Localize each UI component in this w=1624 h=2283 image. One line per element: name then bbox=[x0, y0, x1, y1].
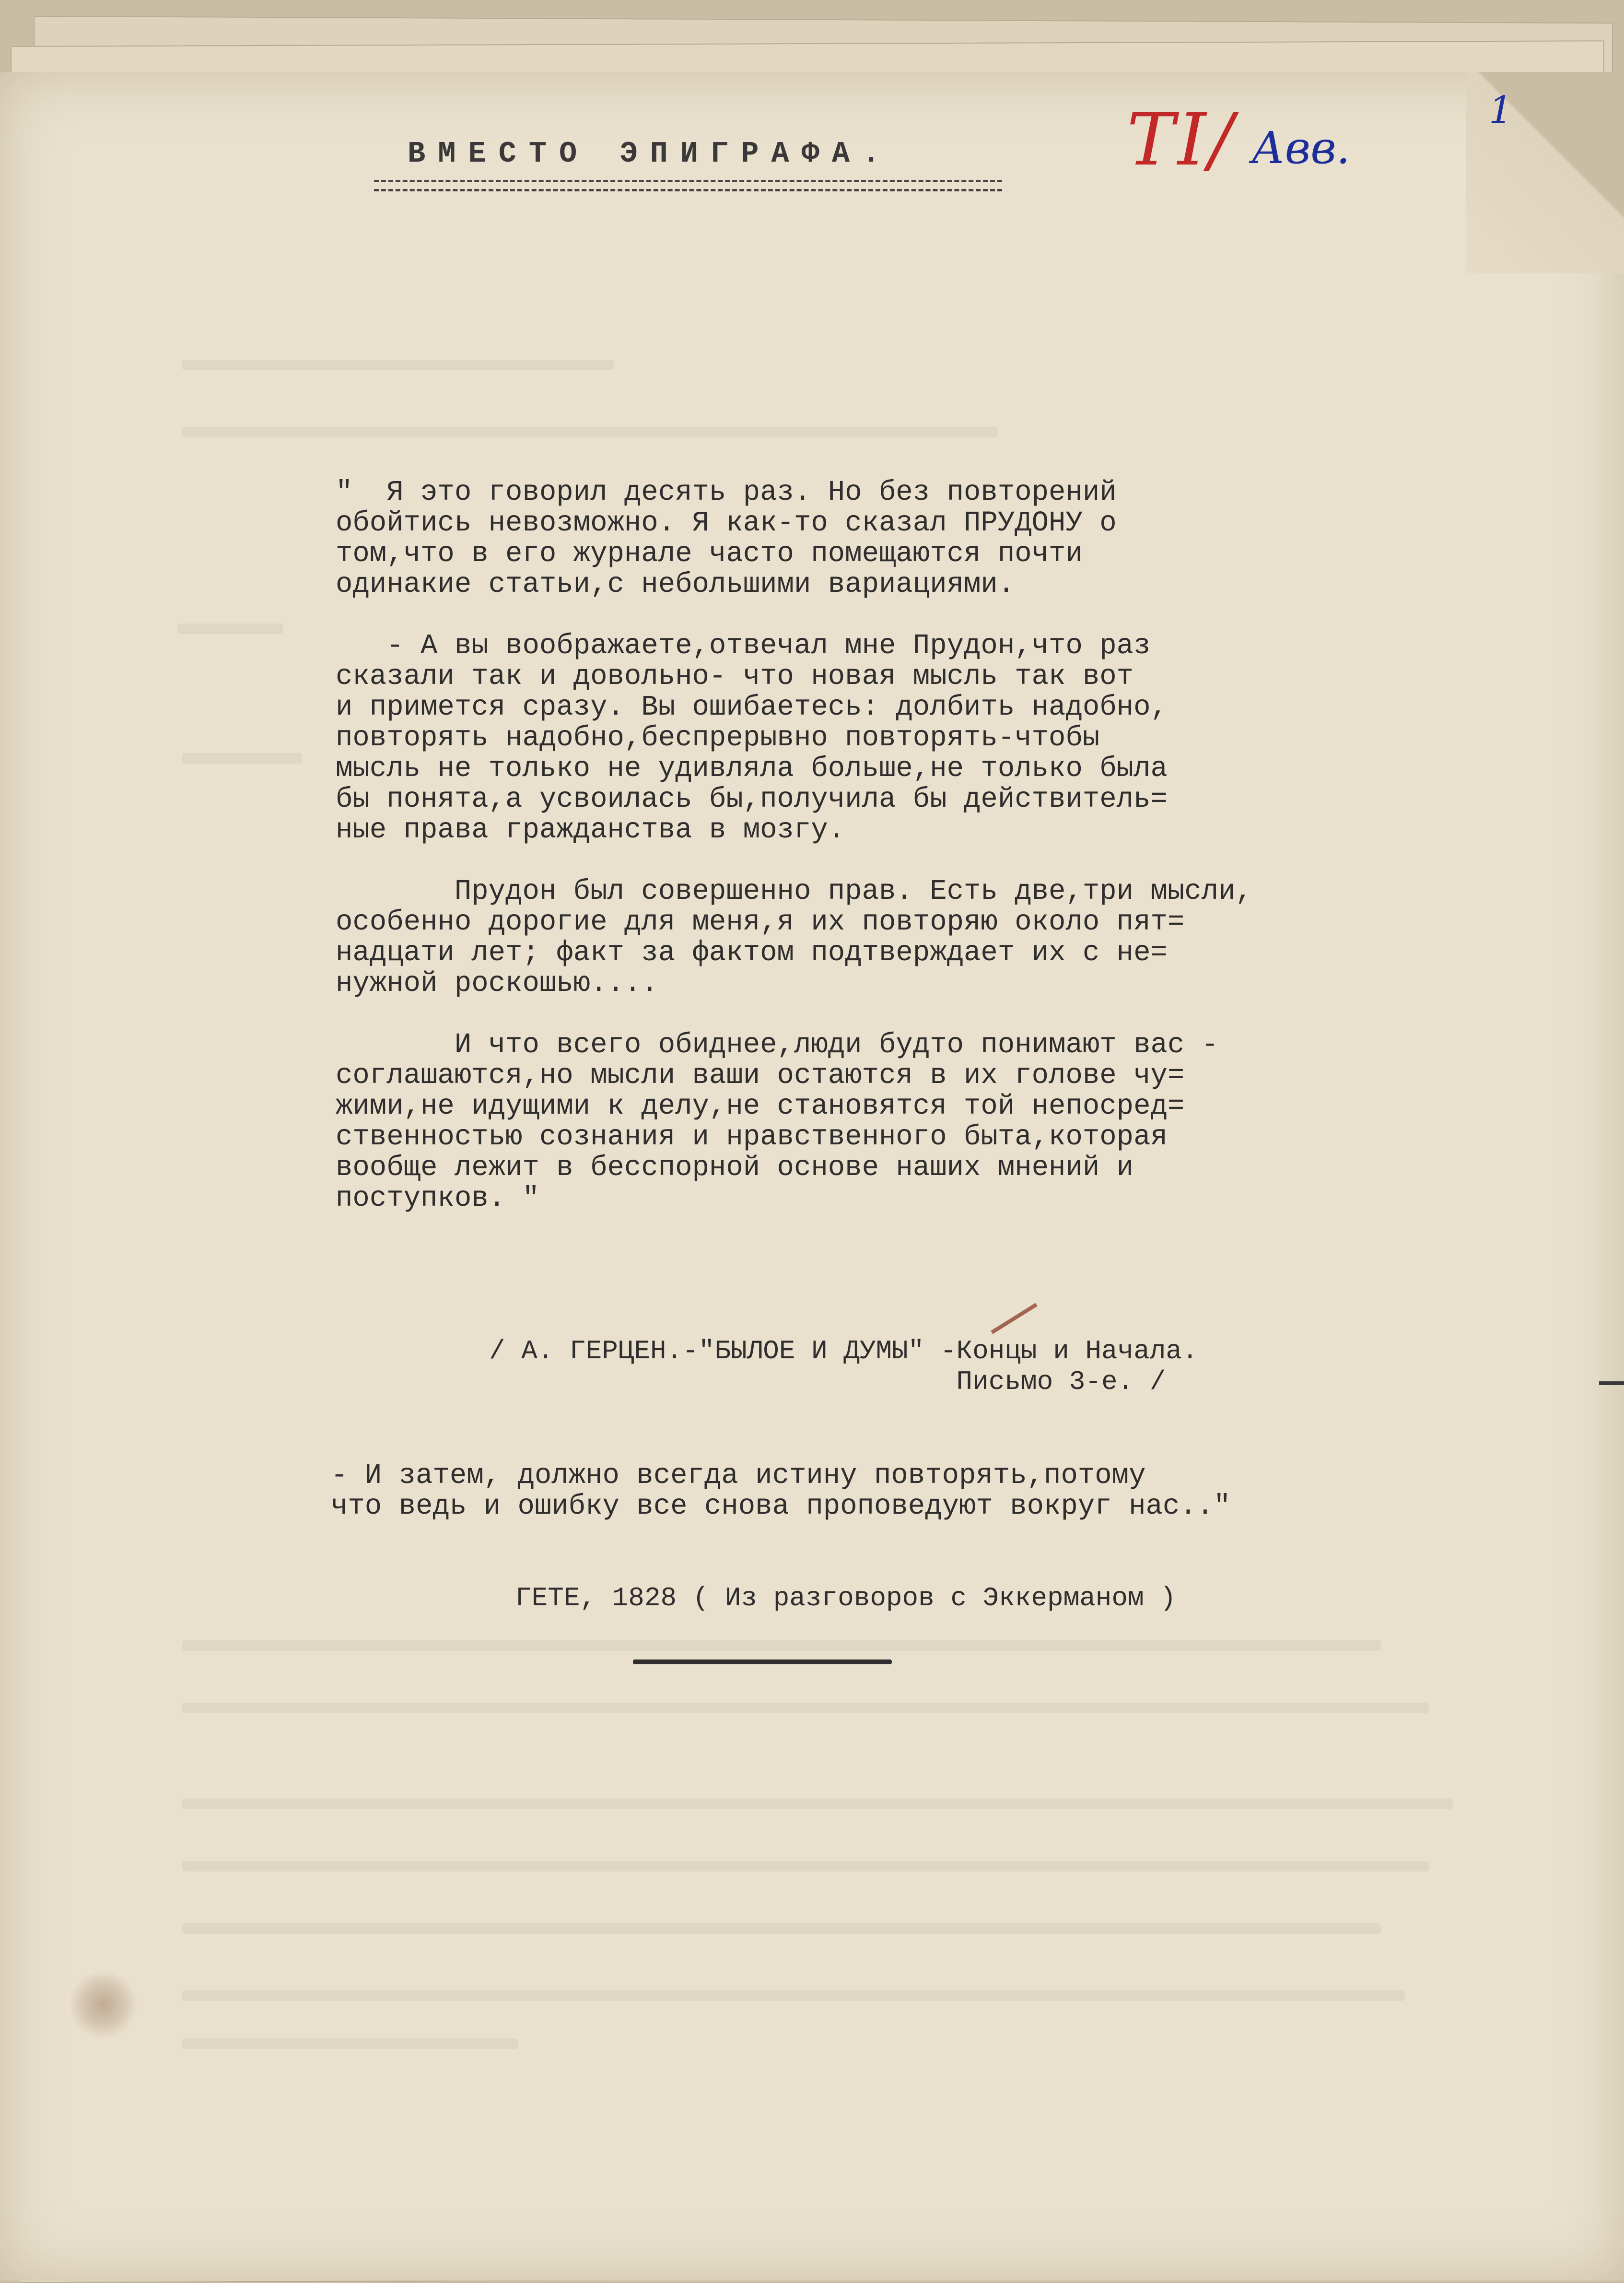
bleed-through-line bbox=[182, 2038, 518, 2049]
bleed-through-line bbox=[182, 1923, 1381, 1934]
handwritten-note: Авв. bbox=[1251, 122, 1351, 174]
margin-mark bbox=[1599, 1381, 1624, 1385]
bleed-through-line bbox=[182, 427, 997, 437]
bleed-through-line bbox=[182, 1703, 1429, 1713]
bleed-through-line bbox=[182, 1861, 1429, 1871]
paper-stain bbox=[67, 1971, 139, 2038]
title-underline bbox=[374, 180, 1002, 191]
bleed-through-line bbox=[182, 1990, 1405, 2001]
quote-attribution: / А. ГЕРЦЕН.-"БЫЛОЕ И ДУМЫ" -Концы и Начала. Письмо 3-е. / bbox=[489, 1336, 1198, 1397]
page-title: ВМЕСТО ЭПИГРАФА. bbox=[408, 137, 893, 171]
bleed-through-line bbox=[182, 1799, 1453, 1809]
bleed-through-line bbox=[182, 753, 302, 764]
end-rule bbox=[633, 1659, 892, 1664]
goethe-quote: - И затем, должно всегда истину повторять,потому что ведь и ошибку все снова проповедуют вокруг нас.." bbox=[331, 1459, 1231, 1522]
goethe-source: ГЕТЕ, 1828 ( Из разговоров с Эккерманом ) bbox=[515, 1583, 1176, 1613]
bleed-through-line bbox=[177, 624, 283, 634]
red-pencil-mark: ТI/ bbox=[1127, 98, 1236, 182]
herzen-quote: " Я это говорил десять раз. Но без повторений обойтись невозможно. Я как-то сказал ПРУДОНУ о том,что в его журнале часто помещаются почти одинакие статьи,с небольшими вариациями. - А вы воображаете,отвечал мне Прудон,что раз сказали так и довольно- что новая мысль так вот и примется сразу. Вы ошибаетесь: долбить надобно, повторять надобно,беспрерывно повторять-чтобы мысль не только не удивляла больше,не только была бы понята,а усвоилась бы,получила бы действитель= ные права гражданства в мозгу. Прудон был совершенно прав. Есть две,три мысли, особенно дорогие для меня,я их повторяю около пят= надцати лет; факт за фактом подтверждает их с не= нужной роскошью.... И что всего обиднее,люди будто понимают вас - соглашаются,но мысли ваши остаются в их голове чу= жими,не идущими к делу,не становятся той непосред= ственностью сознания и нравственного быта,которая вообще лежит в бесспорной основе наших мнений и поступков. " bbox=[336, 476, 1252, 1214]
bleed-through-line bbox=[182, 360, 614, 370]
handwritten-page-number: 1 bbox=[1489, 89, 1513, 132]
bleed-through-line bbox=[182, 1640, 1381, 1651]
